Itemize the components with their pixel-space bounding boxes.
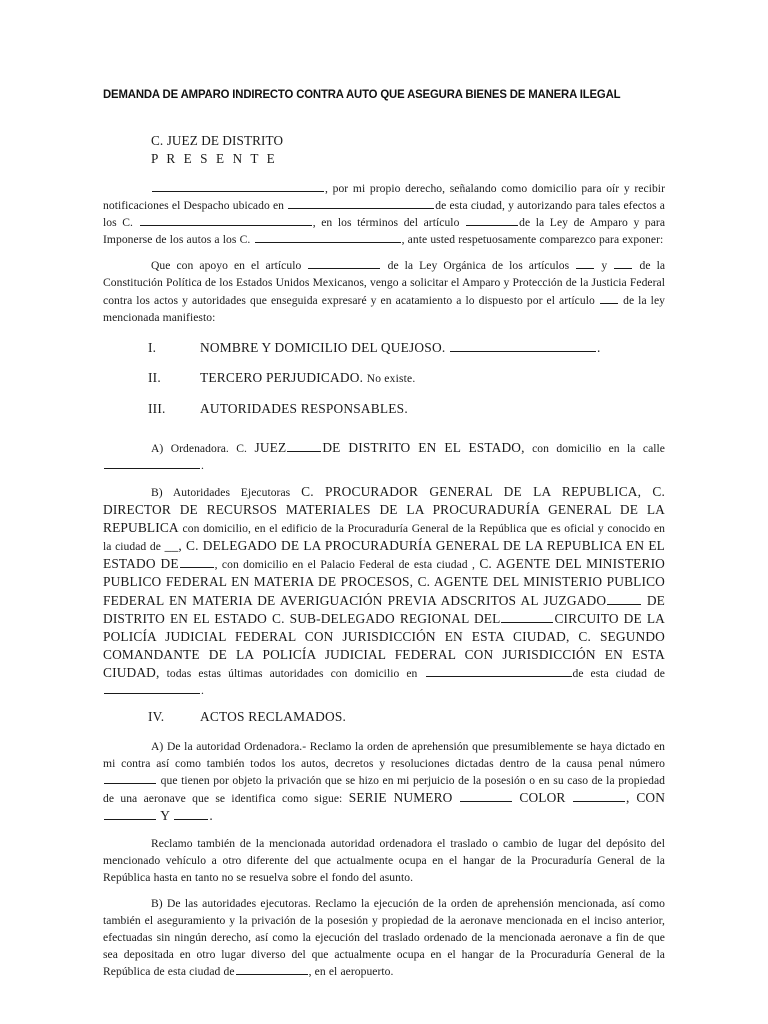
apoyo-text-1: Que con apoyo en el artículo <box>151 259 302 273</box>
actos-a-text-3: SERIE NUMERO <box>348 790 453 806</box>
blank-field-autorizados[interactable] <box>140 215 312 226</box>
spacer <box>103 102 665 132</box>
spacer <box>103 474 665 483</box>
blank-field-color[interactable] <box>573 792 625 803</box>
ejecutoras-lower-5: . <box>201 683 204 697</box>
actos-a-text-5: , CON <box>625 790 666 806</box>
roman-numeral: II. <box>148 369 161 385</box>
apoyo-text-5: de la ley mencionada manifiesto: <box>103 293 665 324</box>
ordenadora-upper-1: JUEZ <box>254 439 287 455</box>
blank-field-juez[interactable] <box>287 441 321 452</box>
blank-field-quejoso[interactable] <box>450 340 596 352</box>
blank-field-circuito[interactable] <box>501 612 553 623</box>
intro-text-5: , ante usted respetuosamente comparezco para exponer: <box>401 233 664 247</box>
blank-field-ciudad-aeropuerto[interactable] <box>236 964 308 975</box>
actos-b-text-1: B) De las autoridades ejecutoras. Reclamo la ejecución de la orden de aprehensión mencionada, así como también el aseguramiento y la privación de la posesión y propiedad de la aeronave mencionada en el inciso anterior, efectuadas sin ningún derecho, así como la ejecución del traslado ordenado de la mencionada aeronave a fin de que sea depositada en otro lugar diverso del que actualmente ocupa en el hangar de la Procuraduría General de la República de esta ciudad de <box>103 896 665 979</box>
roman-item-text: TERCERO PERJUDICADO. <box>200 369 364 385</box>
ejecutoras-upper-5: CIRCUITO DE LA POLICÍA JUDICIAL FEDERAL CON JURISDICCIÓN EN ESTA CIUDAD, C. SEGUNDO COMANDANTE DE LA POLICÍA JUDICIAL FEDERAL CON JURISDICCIÓN EN ESTA CIUDAD, <box>103 610 666 680</box>
blank-field-serie-numero[interactable] <box>460 792 512 803</box>
roman-item-suffix: No existe. <box>366 372 416 385</box>
blank-field-juzgado[interactable] <box>607 594 641 605</box>
list-item-label <box>200 339 601 357</box>
blank-field-articulo-organica[interactable] <box>308 259 380 270</box>
actos-a-text-1: A) De la autoridad Ordenadora.- Reclamo la orden de aprehensión que presumiblemente se haya dictado en mi contra así como también todos los autos, decretos y resoluciones dictadas dentro de la causa penal número <box>103 740 665 771</box>
blank-field-articulo-b[interactable] <box>614 259 632 270</box>
paragraph-introduction <box>103 180 665 248</box>
ordenadora-lead: A) Ordenadora. C. <box>151 441 247 455</box>
list-item-label <box>200 400 408 418</box>
ordenadora-period: . <box>201 458 204 472</box>
list-item <box>148 708 665 726</box>
ejecutoras-lower-2: , con domicilio en el Palacio Federal de esta ciudad , <box>214 558 475 572</box>
blank-field-causa-penal[interactable] <box>104 773 156 784</box>
actos-a-text-4: COLOR <box>519 790 566 806</box>
addressee-block <box>151 132 665 167</box>
actos-a-text-6: Y <box>160 808 171 824</box>
blank-field-ciudad-ultimas[interactable] <box>104 683 200 694</box>
ejecutoras-lower-4: de esta ciudad de <box>572 666 666 680</box>
spacer <box>103 326 665 339</box>
paragraph-actos-ordenadora <box>103 738 665 825</box>
roman-item-text: NOMBRE Y DOMICILIO DEL QUEJOSO. <box>200 339 446 355</box>
page-title: DEMANDA DE AMPARO INDIRECTO CONTRA AUTO QUE ASEGURA BIENES DE MANERA ILEGAL <box>103 87 621 101</box>
ejecutoras-upper-2: , C. DELEGADO DE LA PROCURADURÍA GENERAL DE LA REPUBLICA EN EL ESTADO DE <box>103 538 666 572</box>
actos-a-text-2: que tienen por objeto la privación que se hizo en mi perjuicio de la posesión o en su caso de la propiedad de una aeronave que se identifica como sigue: <box>103 774 666 806</box>
roman-numeral-list <box>103 339 665 418</box>
spacer <box>103 430 665 439</box>
list-item <box>148 369 665 388</box>
paragraph-autoridad-ordenadora <box>103 439 665 474</box>
blank-field-domicilio-ultimas[interactable] <box>426 666 572 677</box>
apoyo-text-3: y <box>601 259 608 273</box>
roman-item-text: ACTOS RECLAMADOS. <box>200 709 347 725</box>
paragraph-autoridades-ejecutoras <box>103 483 665 699</box>
ejecutoras-lead: B) Autoridades Ejecutoras <box>151 485 291 499</box>
blank-field-name[interactable] <box>152 181 324 192</box>
list-item <box>148 400 665 418</box>
roman-item-text: AUTORIDADES RESPONSABLES. <box>200 400 408 416</box>
paragraph-traslado-deposito <box>103 835 665 886</box>
blank-field-imponerse[interactable] <box>255 232 401 243</box>
intro-text-2: de esta ciudad, y autorizando para tales efectos a los C. <box>103 199 665 230</box>
blank-field-estado-de[interactable] <box>180 557 214 568</box>
blank-field-y[interactable] <box>174 810 208 821</box>
ordenadora-upper-2: DE DISTRITO EN EL ESTADO, <box>322 439 525 455</box>
apoyo-text-4: de la Constitución Política de los Estados Unidos Mexicanos, vengo a solicitar el Amparo y Protección de la Justicia Federal contra los actos y autoridades que enseguida expresaré y en acatamiento a lo dispuesto por el artículo <box>103 259 666 307</box>
roman-numeral: I. <box>148 339 157 355</box>
ejecutoras-lower-1: con domicilio, en el edificio de la Procuraduría General de la República que es oficial y conocido en la ciudad de <box>103 522 665 554</box>
apoyo-text-2: de la Ley Orgánica de los artículos <box>387 259 570 273</box>
intro-text-4: de la Ley de Amparo y para Imponerse de los autos a los C. <box>103 216 666 247</box>
ejecutoras-upper-1: C. PROCURADOR GENERAL DE LA REPUBLICA, C. DIRECTOR DE RECURSOS MATERIALES DE LA PROCURADURÍA GENERAL DE LA REPUBLICA <box>103 483 666 536</box>
roman-numeral-list-continued <box>103 708 665 726</box>
spacer <box>103 167 665 180</box>
blank-field-articulo[interactable] <box>466 215 518 226</box>
spacer <box>103 826 665 835</box>
roman-item-trailing: . <box>596 339 601 355</box>
roman-numeral: IV. <box>148 709 165 725</box>
list-item <box>148 339 665 357</box>
addressee-line-present: P R E S E N T E <box>151 150 278 166</box>
paragraph-apoyo-legal <box>103 257 665 325</box>
ejecutoras-upper-3: C. AGENTE DEL MINISTERIO PUBLICO FEDERAL EN MATERIA DE PROCESOS, C. AGENTE DEL MINISTERIO PUBLICO FEDERAL EN MATERIA DE AVERIGUACIÓN PREVIA ADSCRITOS AL JUZGADO <box>103 556 665 608</box>
intro-text-1: , por mi propio derecho, señalando como domicilio para oír y recibir notificaciones el Despacho ubicado en <box>103 182 665 213</box>
intro-text-3: , en los términos del artículo <box>312 216 460 230</box>
addressee-line-judge: C. JUEZ DE DISTRITO <box>151 133 284 148</box>
spacer <box>103 886 665 895</box>
actos-b-text-2: , en el aeropuerto. <box>308 965 394 979</box>
traslado-text: Reclamo también de la mencionada autoridad ordenadora el traslado o cambio de lugar del depósito del mencionado vehículo a otro diferente del que actualmente ocupa en el hangar de la Procuraduría General de la República hasta en tanto no se resuelva sobre el fondo del asunto. <box>103 836 665 884</box>
blank-field-despacho[interactable] <box>288 198 434 209</box>
blank-field-articulo-c[interactable] <box>600 293 618 304</box>
roman-numeral: III. <box>148 400 166 416</box>
list-item-label <box>200 708 346 726</box>
ejecutoras-lower-3: todas estas últimas autoridades con domicilio en <box>166 666 418 680</box>
blank-field-articulo-a[interactable] <box>576 259 594 270</box>
list-item-label <box>200 369 415 388</box>
actos-a-text-7: . <box>209 808 213 824</box>
blank-field-con[interactable] <box>104 810 156 821</box>
spacer <box>103 248 665 257</box>
blank-field-calle[interactable] <box>104 458 200 469</box>
paragraph-actos-ejecutoras <box>103 895 665 980</box>
ejecutoras-upper-4: DE DISTRITO EN EL ESTADO C. SUB-DELEGADO REGIONAL DEL <box>103 592 666 626</box>
blank-field-ciudad-marker[interactable]: __ <box>164 538 179 554</box>
spacer <box>103 699 665 708</box>
ordenadora-tail: con domicilio en la calle <box>532 441 666 455</box>
